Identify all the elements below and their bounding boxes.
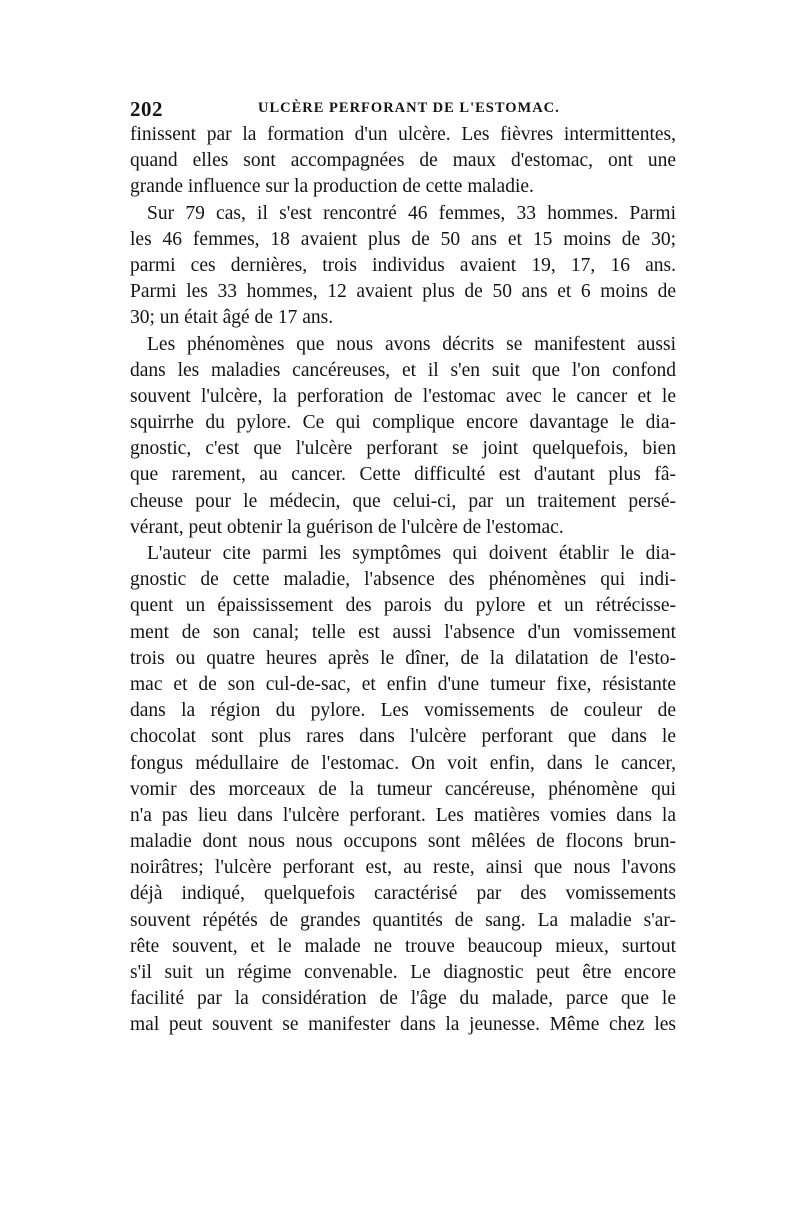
text-line: noirâtres; l'ulcère perforant est, au reste, ainsi que nous l'avons xyxy=(130,857,676,879)
text-line: mal peut souvent se manifester dans la jeunesse. Même chez les xyxy=(130,1014,676,1036)
text-line: dans les maladies cancéreuses, et il s'en suit que l'on confond xyxy=(130,359,676,381)
text-line: L'auteur cite parmi les symptômes qui doivent établir le dia- xyxy=(147,543,676,564)
text-line: mac et de son cul-de-sac, et enfin d'une tumeur fixe, résistante xyxy=(130,673,676,695)
text-line: déjà indiqué, quelquefois caractérisé par des vomissements xyxy=(130,883,676,905)
text-line: que rarement, au cancer. Cette difficulté est d'autant plus fâ- xyxy=(130,464,676,486)
text-line: souvent l'ulcère, la perforation de l'estomac avec le cancer et le xyxy=(130,385,676,407)
text-line: dans la région du pylore. Les vomissements de couleur de xyxy=(130,700,676,722)
text-line: squirrhe du pylore. Ce qui complique encore davantage le dia- xyxy=(130,412,676,434)
text-line: maladie dont nous nous occupons sont mêlées de flocons brun- xyxy=(130,831,676,853)
text-line: vomir des morceaux de la tumeur cancéreuse, phénomène qui xyxy=(130,778,676,800)
text-line: Parmi les 33 hommes, 12 avaient plus de 50 ans et 6 moins de xyxy=(130,281,676,303)
text-line: finissent par la formation d'un ulcère. Les fièvres intermittentes, xyxy=(130,124,676,145)
text-line: parmi ces dernières, trois individus avaient 19, 17, 16 ans. xyxy=(130,254,676,276)
text-line: ment de son canal; telle est aussi l'absence d'un vomissement xyxy=(130,621,676,643)
text-line: quand elles sont accompagnées de maux d'estomac, ont une xyxy=(130,150,676,172)
page-header xyxy=(130,97,676,121)
text-line: Les phénomènes que nous avons décrits se manifestent aussi xyxy=(147,333,676,355)
text-line: grande influence sur la production de cette maladie. xyxy=(130,176,534,198)
text-line: n'a pas lieu dans l'ulcère perforant. Les matières vomies dans la xyxy=(130,804,676,826)
running-title: ULCÈRE PERFORANT DE L'ESTOMAC. xyxy=(258,100,560,116)
text-line: fongus médullaire de l'estomac. On voit enfin, dans le cancer, xyxy=(130,752,676,774)
text-line: facilité par la considération de l'âge du malade, parce que le xyxy=(130,988,676,1010)
text-line: 30; un était âgé de 17 ans. xyxy=(130,307,334,329)
text-line: chocolat sont plus rares dans l'ulcère perforant que dans le xyxy=(130,726,676,748)
text-line: s'il suit un régime convenable. Le diagnostic peut être encore xyxy=(130,962,676,983)
text-line: trois ou quatre heures après le dîner, de la dilatation de l'esto- xyxy=(130,647,676,669)
text-line: les 46 femmes, 18 avaient plus de 50 ans et 15 moins de 30; xyxy=(130,228,676,250)
text-line: gnostic de cette maladie, l'absence des phénomènes qui indi- xyxy=(130,569,676,591)
text-line: souvent répétés de grandes quantités de sang. La maladie s'ar- xyxy=(130,909,676,931)
text-line: quent un épaississement des parois du pylore et un rétrécisse- xyxy=(130,595,676,617)
text-line: rête souvent, et le malade ne trouve beaucoup mieux, surtout xyxy=(130,935,676,957)
text-line: vérant, peut obtenir la guérison de l'ulcère de l'estomac. xyxy=(130,516,564,538)
page-number: 202 xyxy=(130,97,163,121)
body-text xyxy=(130,122,676,1039)
text-line: gnostic, c'est que l'ulcère perforant se joint quelquefois, bien xyxy=(130,438,676,460)
text-line: cheuse pour le médecin, que celui-ci, par un traitement persé- xyxy=(130,490,676,512)
text-line: Sur 79 cas, il s'est rencontré 46 femmes, 33 hommes. Parmi xyxy=(147,202,676,224)
